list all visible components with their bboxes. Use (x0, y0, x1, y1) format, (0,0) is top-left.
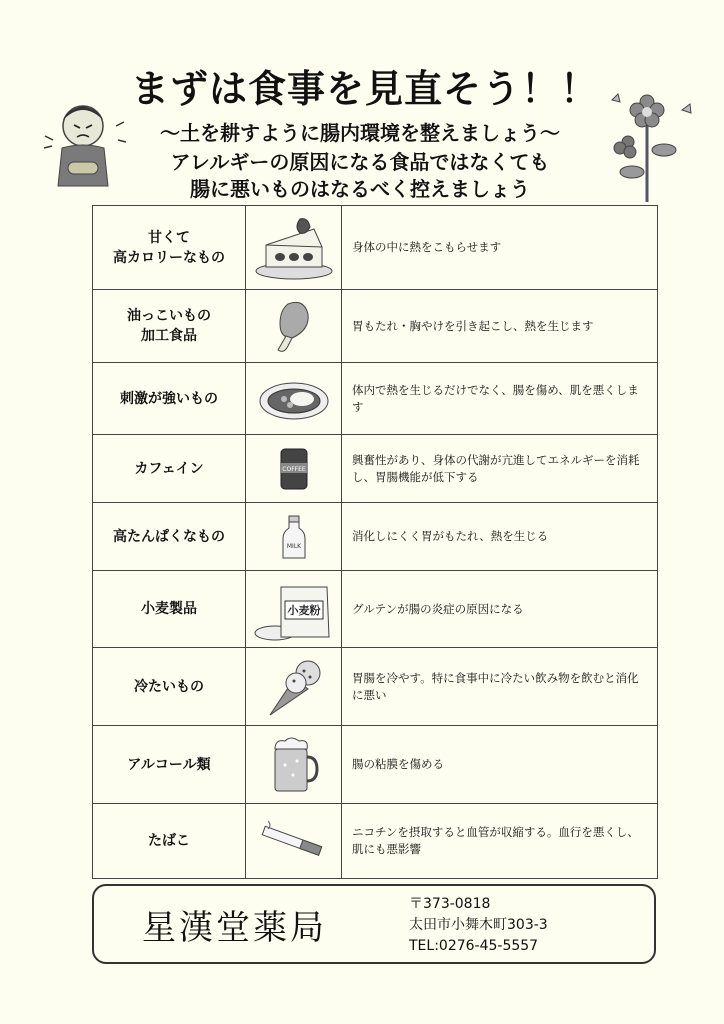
food-image-cell (246, 435, 342, 503)
pharmacy-footer (92, 884, 656, 964)
category-cell: カフェイン (93, 435, 246, 503)
svg-text:COFFEE: COFFEE (281, 465, 306, 473)
postal-code: 〒373-0818 (409, 896, 491, 912)
category-cell: たばこ (93, 804, 246, 879)
description-cell: 興奮性があり、身体の代謝が亢進してエネルギーを消耗し、胃腸機能が低下する (342, 435, 658, 503)
page-subtitle: ～土を耕すように腸内環境を整えましょう～ (160, 121, 560, 145)
coffee-can-icon (277, 445, 311, 493)
description-cell: 胃腸を冷やす。特に食事中に冷たい飲み物を飲むと消化に悪い (342, 648, 658, 726)
food-image-cell (246, 363, 342, 435)
food-table (92, 205, 658, 879)
table-row (93, 726, 658, 804)
pharmacy-name: 星漢堂薬局 (142, 908, 327, 948)
food-image-cell (246, 726, 342, 804)
table-row (93, 571, 658, 648)
food-image-cell (246, 648, 342, 726)
description-cell: ニコチンを摂取すると血管が収縮する。血行を悪くし、肌にも悪影響 (342, 804, 658, 879)
svg-text:MILK: MILK (286, 542, 301, 550)
ice-cream-icon (264, 655, 324, 719)
food-image-cell (246, 206, 342, 290)
table-row (93, 648, 658, 726)
table-row (93, 435, 658, 503)
food-image-cell (246, 503, 342, 571)
category-cell: 冷たいもの (93, 648, 246, 726)
fried-chicken-icon (274, 298, 314, 354)
description-cell: 腸の粘膜を傷める (342, 726, 658, 804)
page-title: まずは食事を見直そう！！ (130, 67, 599, 111)
table-row (93, 503, 658, 571)
table-row (93, 206, 658, 290)
category-cell: 小麦製品 (93, 571, 246, 648)
description-cell: グルテンが腸の炎症の原因になる (342, 571, 658, 648)
description-cell: 消化しにくく胃がもたれ、熱を生じる (342, 503, 658, 571)
milk-bottle-icon (281, 514, 307, 560)
category-cell: 甘くて 高カロリーなもの (93, 206, 246, 290)
description-cell: 胃もたれ・胸やけを引き起こし、熱を生じます (342, 290, 658, 363)
description-cell: 体内で熱を生じるだけでなく、腸を傷め、肌を悪くします (342, 363, 658, 435)
intro-line-2: 腸に悪いものはなるべく控えましょう (190, 177, 530, 201)
street-address: 太田市小舞木町303-3 (409, 917, 548, 933)
svg-text:小麦粉: 小麦粉 (287, 604, 320, 617)
food-image-cell (246, 290, 342, 363)
table-row (93, 804, 658, 879)
cake-icon (254, 215, 334, 281)
pharmacy-address (409, 894, 548, 957)
category-cell: 油っこいもの 加工食品 (93, 290, 246, 363)
food-image-cell (246, 804, 342, 879)
curry-icon (258, 375, 330, 423)
intro-line-1: アレルギーの原因になる食品ではなくても (170, 150, 550, 174)
table-row (93, 363, 658, 435)
food-image-cell (246, 571, 342, 648)
category-cell: 高たんぱくなもの (93, 503, 246, 571)
flour-bag-icon (253, 577, 335, 641)
cigarette-icon (258, 819, 330, 863)
description-cell: 身体の中に熱をこもらせます (342, 206, 658, 290)
table-row (93, 290, 658, 363)
phone-number: TEL:0276-45-5557 (409, 938, 539, 954)
category-cell: アルコール類 (93, 726, 246, 804)
beer-mug-icon (269, 735, 319, 795)
category-cell: 刺激が強いもの (93, 363, 246, 435)
